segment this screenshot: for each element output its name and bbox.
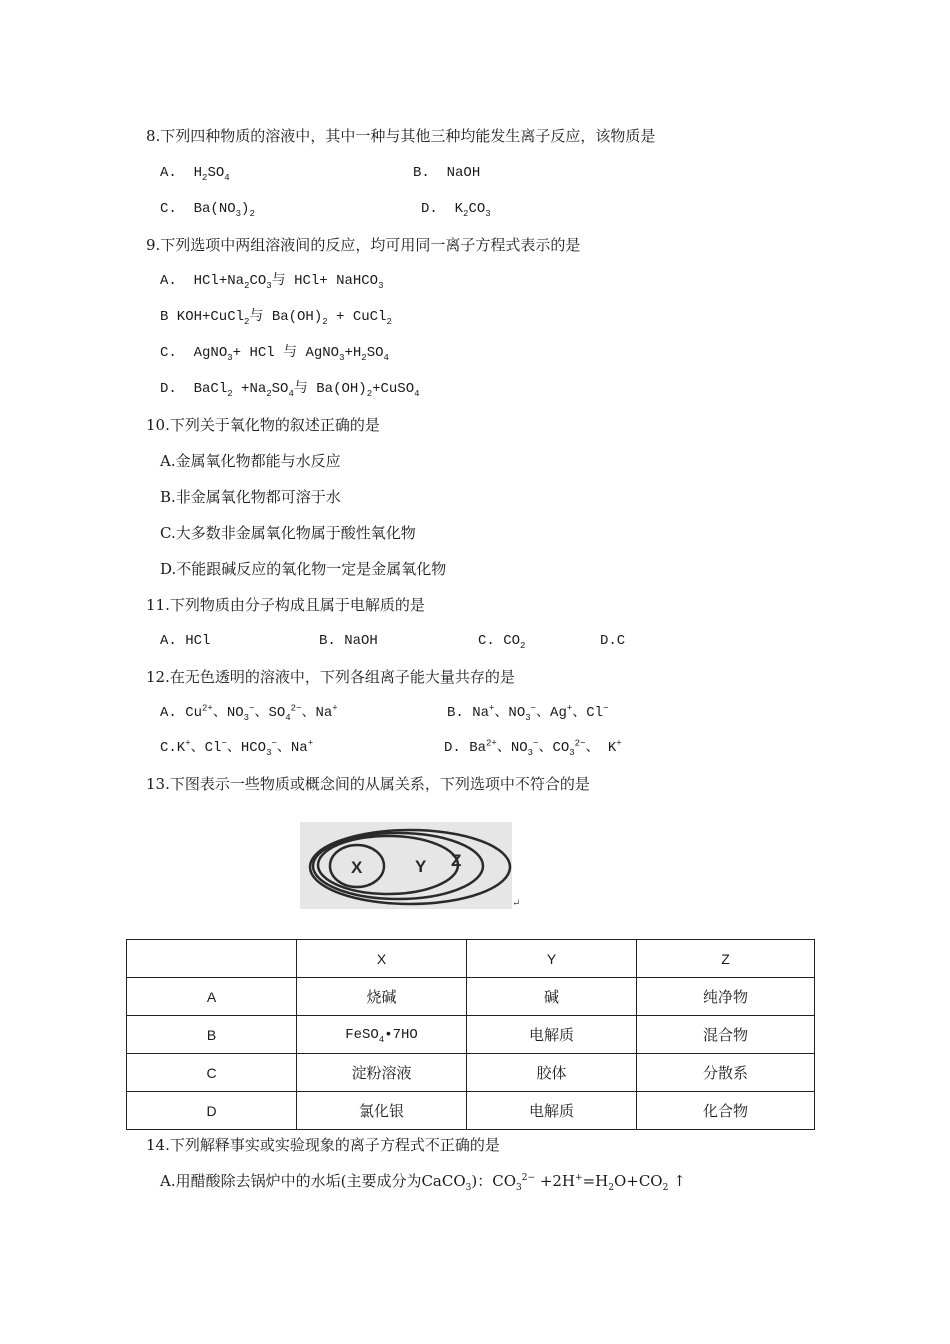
q8-option-b: B. NaOH xyxy=(413,165,481,181)
table-header-x: X xyxy=(297,940,467,978)
table-cell: 淀粉溶液 xyxy=(297,1054,467,1092)
table-cell: 电解质 xyxy=(467,1092,637,1130)
table-cell: 混合物 xyxy=(637,1016,815,1054)
table-header-y: Y xyxy=(467,940,637,978)
table-header-row xyxy=(127,940,815,978)
table-row xyxy=(127,1054,815,1092)
q11-option-a: A. HCl xyxy=(160,633,211,649)
table-cell: 电解质 xyxy=(467,1016,637,1054)
table-row xyxy=(127,978,815,1016)
q12-option-d: D. $Ba^{2+}$、$NO_3^-$、$CO_3^{2-}$、 K+ xyxy=(444,738,622,758)
q14-option-a: A.用醋酸除去锅炉中的水垢(主要成分为CaCO$_3$)：$CO_3^{2-} +2H^+=H_2O+CO_2$ ↑ xyxy=(160,1172,686,1193)
q10-option-b: B.非金属氧化物都可溶于水 xyxy=(160,488,341,506)
table-cell xyxy=(127,940,297,978)
row-label: C xyxy=(127,1054,297,1092)
table-cell: FeSO$_4$•7HO xyxy=(297,1016,467,1054)
question-9-stem: 9.下列选项中两组溶液间的反应，均可用同一离子方程式表示的是 xyxy=(146,236,581,254)
table-cell: 氯化银 xyxy=(297,1092,467,1130)
question-10-stem: 10.下列关于氧化物的叙述正确的是 xyxy=(146,416,380,434)
table-header-z: Z xyxy=(637,940,815,978)
table-cell: 纯净物 xyxy=(637,978,815,1016)
q12-option-b: B. Na+、$NO_3^-$、Ag+、Cl− xyxy=(447,703,609,723)
row-label: B xyxy=(127,1016,297,1054)
q10-option-d: D.不能跟碱反应的氧化物一定是金属氧化物 xyxy=(160,560,447,578)
q11-option-d: D.C xyxy=(600,633,626,649)
question-11-stem: 11.下列物质由分子构成且属于电解质的是 xyxy=(146,596,425,614)
row-label: A xyxy=(127,978,297,1016)
q12-option-a: A. $Cu^{2+}$、$NO_3^-$、$SO_4^{2-}$、Na+ xyxy=(160,703,338,723)
q11-option-c: C. $CO_2$ xyxy=(478,633,526,651)
q8-option-a: A. $H_2SO_4$ xyxy=(160,165,230,183)
row-label: D xyxy=(127,1092,297,1130)
q11-option-b: B. NaOH xyxy=(319,633,378,649)
q9-option-c: C. AgNO$_3$+ HCl 与 $AgNO_3+H_2SO_4$ xyxy=(160,345,389,363)
nested-ellipses-figure xyxy=(300,822,512,909)
question-8-stem: 8.下列四种物质的溶液中，其中一种与其他三种均能发生离子反应，该物质是 xyxy=(146,127,656,145)
table-cell: 胶体 xyxy=(467,1054,637,1092)
ellipse-y xyxy=(318,836,458,894)
q9-option-d: D. BaCl$_2$ $+Na_2SO_4$与 $Ba(OH)_2+CuSO_4$ xyxy=(160,381,420,399)
label-x: X xyxy=(351,858,363,877)
q9-option-b: B KOH+CuCl$_2$与 $Ba(OH)_2$ + CuCl$_2$ xyxy=(160,309,392,327)
question-13-stem: 13.下图表示一些物质或概念间的从属关系，下列选项中不符合的是 xyxy=(146,775,590,793)
table-cell: 化合物 xyxy=(637,1092,815,1130)
table-cell: 烧碱 xyxy=(297,978,467,1016)
table-cell: 分散系 xyxy=(637,1054,815,1092)
table-row xyxy=(127,1016,815,1054)
label-z: Z xyxy=(451,851,462,870)
anchor-mark-icon: ↵ xyxy=(512,898,521,909)
q12-option-c: C.K+、Cl−、$HCO_3^-$、Na+ xyxy=(160,738,314,758)
q10-option-c: C.大多数非金属氧化物属于酸性氧化物 xyxy=(160,524,416,542)
table-cell: 碱 xyxy=(467,978,637,1016)
q10-option-a: A.金属氧化物都能与水反应 xyxy=(160,452,341,470)
options-table xyxy=(126,939,815,1130)
q8-option-c: C. $Ba(NO_3)_2$ xyxy=(160,201,255,219)
q9-option-a: A. $HCl+Na_2CO_3$与 HCl+ NaHCO$_3$ xyxy=(160,273,384,291)
q8-option-d: D. $K_2CO_3$ xyxy=(421,201,491,219)
question-12-stem: 12.在无色透明的溶液中，下列各组离子能大量共存的是 xyxy=(146,668,515,686)
table-row xyxy=(127,1092,815,1130)
label-y: Y xyxy=(415,857,427,876)
ellipse-diagram xyxy=(300,822,512,909)
question-14-stem: 14.下列解释事实或实验现象的离子方程式不正确的是 xyxy=(146,1136,500,1154)
